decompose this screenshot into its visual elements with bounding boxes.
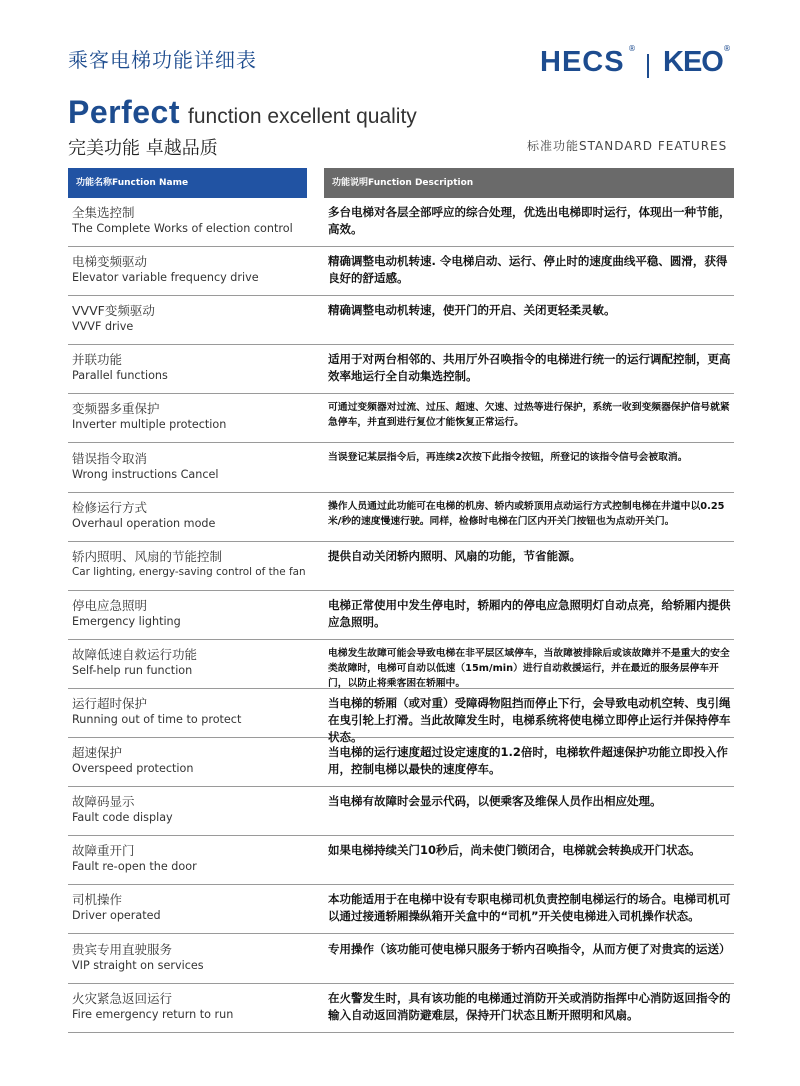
- registered-mark: ®: [628, 44, 636, 53]
- table-row: [68, 198, 734, 247]
- function-name-cn: 错误指令取消: [72, 450, 148, 466]
- function-name-en: The Complete Works of election control: [72, 222, 293, 235]
- function-name-cn: 故障重开门: [72, 843, 135, 859]
- function-description-cell: 电梯发生故障可能会导致电梯在非平层区域停车，当故障被排除后或该故障并不是重大的安全类故障时，电梯可自动以低速（15m/min）进行自动救援运行，并在最近的服务层停车开门，以防止将乘客困在轿厢中。: [328, 647, 730, 689]
- function-name-cell: [72, 942, 318, 973]
- function-name-cn: 超速保护: [72, 745, 123, 761]
- function-name-cn: 电梯变频驱动: [72, 254, 148, 270]
- function-name-cn: 司机操作: [72, 892, 123, 908]
- function-name-cn: 检修运行方式: [72, 499, 148, 515]
- function-name-cell: [72, 696, 318, 727]
- function-name-en: Overspeed protection: [72, 762, 194, 776]
- standard-features-label: 标准功能STANDARD FEATURES: [527, 139, 728, 153]
- function-name-cn: 全集选控制: [72, 205, 135, 220]
- function-name-cell: [72, 352, 318, 383]
- function-name-cell: [72, 745, 318, 776]
- hero-strong-word: Perfect: [68, 94, 180, 130]
- table-row: [68, 542, 734, 591]
- table-row: [68, 885, 734, 934]
- function-name-cell: [72, 647, 318, 678]
- function-name-cn: 故障低速自救运行功能: [72, 646, 198, 662]
- function-description-cell: 当电梯的运行速度超过设定速度的1.2倍时，电梯软件超速保护功能立即投入作用，控制电梯以最快的速度停车。: [328, 745, 728, 777]
- table-header: [68, 168, 734, 198]
- table-row: [68, 296, 734, 345]
- function-name-cn: 停电应急照明: [72, 597, 148, 613]
- function-name-en: Wrong instructions Cancel: [72, 467, 219, 481]
- function-name-en: Self-help run function: [72, 663, 193, 677]
- column-header-description: 功能说明Function Description: [324, 168, 734, 198]
- function-name-cn: 并联功能: [72, 352, 123, 368]
- function-name-en: Fire emergency return to run: [72, 1007, 234, 1021]
- table-row: [68, 689, 734, 744]
- function-description-cell: 如果电梯持续关门10秒后，尚未使门锁闭合，电梯就会转换成开门状态。: [328, 843, 701, 858]
- column-header-name: 功能名称Function Name: [68, 168, 307, 198]
- function-name-en: Running out of time to protect: [72, 713, 242, 726]
- function-name-en: VIP straight on services: [72, 958, 204, 972]
- function-description-cell: 专用操作（该功能可使电梯只服务于轿内召唤指令，从而方便了对贵宾的运送）: [328, 941, 731, 956]
- function-description-cell: 电梯正常使用中发生停电时，轿厢内的停电应急照明灯自动点亮，给轿厢内提供应急照明。: [328, 597, 731, 629]
- function-name-cell: [72, 843, 318, 874]
- function-name-en: Parallel functions: [72, 369, 168, 383]
- table-row: [68, 394, 734, 443]
- function-name-cell: [72, 794, 318, 825]
- function-name-en: Inverter multiple protection: [72, 418, 227, 432]
- function-description-cell: 当电梯的轿厢（或对重）受障碍物阻挡而停止下行，会导致电动机空转、曳引绳在曳引轮上打滑。当此故障发生时，电梯系统将使电梯立即停止运行并保持停车状态。: [328, 696, 731, 744]
- function-name-en: Car lighting, energy-saving control of the fan: [72, 565, 306, 578]
- logo-divider: [647, 54, 649, 78]
- function-name-cn: 贵宾专用直驶服务: [72, 941, 173, 957]
- function-name-en: Fault re-open the door: [72, 860, 197, 874]
- table-row: [68, 640, 734, 689]
- hecs-logo-text: HECS: [540, 46, 625, 78]
- hero-subtitle: function excellent quality: [188, 105, 417, 128]
- function-name-en: VVVF drive: [72, 320, 134, 334]
- table-row: [68, 836, 734, 885]
- function-name-cn: 火灾紧急返回运行: [72, 990, 173, 1006]
- function-name-en: Elevator variable frequency drive: [72, 271, 259, 285]
- function-name-cell: [72, 500, 318, 531]
- function-description-cell: 多台电梯对各层全部呼应的综合处理，优选出电梯即时运行，体现出一种节能，高效。: [328, 205, 731, 236]
- function-name-cell: [72, 451, 318, 482]
- table-row: [68, 738, 734, 787]
- table-row: [68, 591, 734, 640]
- function-name-cn: 变频器多重保护: [72, 401, 160, 417]
- hero-chinese-tagline: 完美功能 卓越品质: [68, 138, 218, 159]
- table-row: [68, 493, 734, 542]
- function-name-en: Driver operated: [72, 909, 161, 923]
- function-name-cn: 轿内照明、风扇的节能控制: [72, 548, 223, 564]
- function-description-cell: 精确调整电动机转速. 令电梯启动、运行、停止时的速度曲线平稳、圆滑，获得良好的舒适感。: [328, 254, 728, 286]
- function-description-cell: 提供自动关闭轿内照明、风扇的功能，节省能源。: [328, 548, 581, 563]
- table-row: [68, 787, 734, 836]
- function-name-cell: [72, 598, 318, 629]
- function-name-cn: 运行超时保护: [72, 696, 148, 711]
- table-row: [68, 444, 734, 493]
- function-name-cn: 故障码显示: [72, 794, 135, 810]
- function-name-en: Overhaul operation mode: [72, 516, 216, 530]
- function-description-cell: 适用于对两台相邻的、共用厅外召唤指令的电梯进行统一的运行调配控制，更高效率地运行全自动集选控制。: [328, 352, 731, 384]
- table-row: [68, 984, 734, 1033]
- features-table: [68, 168, 734, 1022]
- function-name-cell: [72, 205, 318, 236]
- function-description-cell: 当电梯有故障时会显示代码，以便乘客及维保人员作出相应处理。: [328, 794, 662, 809]
- function-name-cell: [72, 303, 318, 334]
- function-name-en: Fault code display: [72, 811, 173, 825]
- function-name-cell: [72, 892, 318, 923]
- function-name-cell: [72, 401, 318, 432]
- table-row: [68, 345, 734, 394]
- function-name-cell: [72, 549, 318, 580]
- hero-heading: [68, 94, 417, 131]
- table-row: [68, 935, 734, 984]
- function-description-cell: 当误登记某层指令后，再连续2次按下此指令按钮，所登记的该指令信号会被取消。: [328, 451, 688, 463]
- function-name-en: Emergency lighting: [72, 614, 181, 628]
- page-title: 乘客电梯功能详细表: [68, 48, 257, 72]
- function-description-cell: 在火警发生时，具有该功能的电梯通过消防开关或消防指挥中心消防返回指令的输入自动返回消防避难层，保持开门状态且断开照明和风扇。: [328, 990, 731, 1022]
- keo-logo-text: KEO: [663, 46, 723, 78]
- function-description-cell: 操作人员通过此功能可在电梯的机房、轿内或轿顶用点动运行方式控制电梯在井道中以0.25米/秒的速度慢速行驶。同样，检修时电梯在门区内开关门按钮也为点动开关门。: [328, 500, 725, 527]
- table-row: [68, 247, 734, 296]
- function-description-cell: 精确调整电动机转速，使开门的开启、关闭更轻柔灵敏。: [328, 303, 616, 318]
- function-name-cell: [72, 254, 318, 285]
- registered-mark: ®: [723, 44, 731, 53]
- function-name-cell: [72, 991, 318, 1022]
- function-description-cell: 本功能适用于在电梯中设有专职电梯司机负责控制电梯运行的场合。电梯司机可以通过接通轿厢操纵箱开关盒中的“司机”开关使电梯进入司机操作状态。: [328, 892, 731, 924]
- function-description-cell: 可通过变频器对过流、过压、超速、欠速、过热等进行保护，系统一收到变频器保护信号就紧急停车，并直到进行复位才能恢复正常运行。: [328, 402, 730, 429]
- function-name-cn: VVVF变频驱动: [72, 303, 155, 319]
